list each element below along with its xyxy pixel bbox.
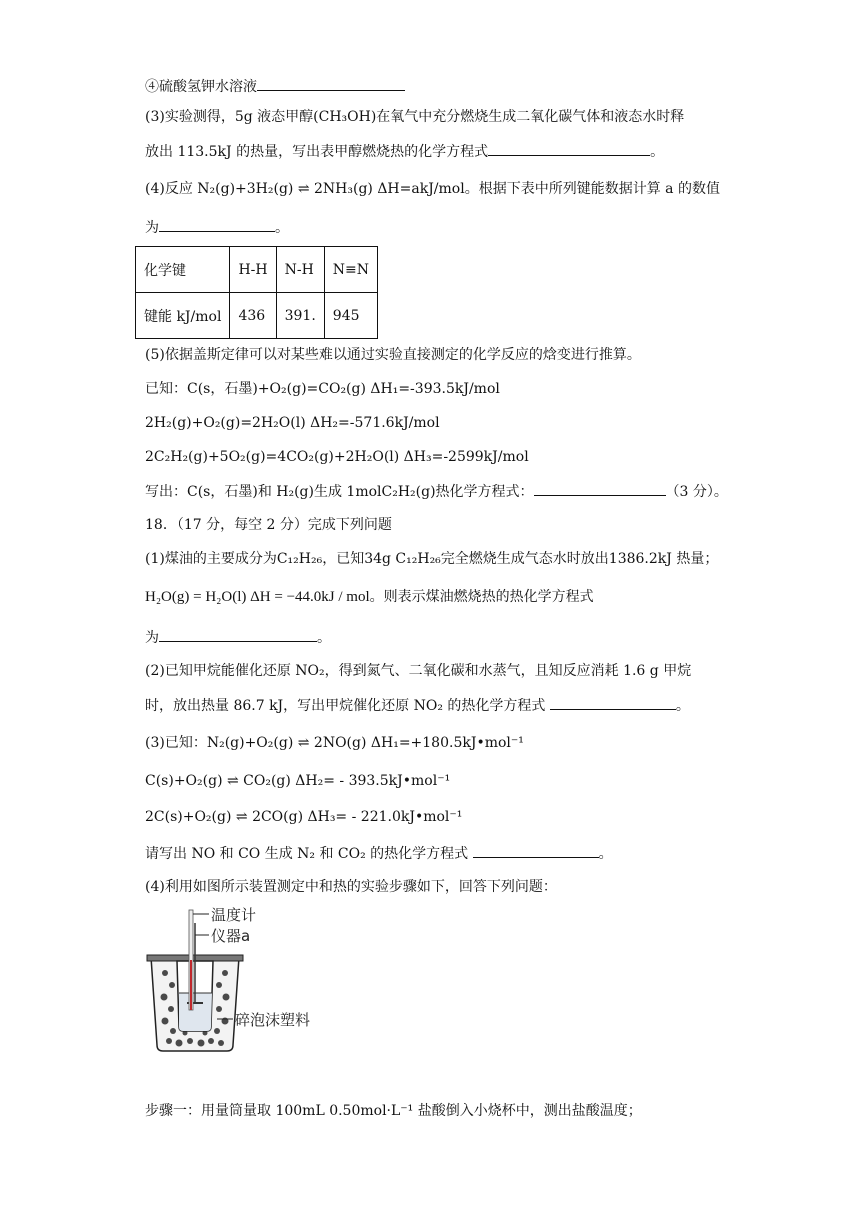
table-cell: 391. (276, 293, 324, 339)
q4-line2: 为 。 (145, 217, 289, 238)
q18-1-line2: H₂O(g) = H₂O(l) ΔH = −44.0kJ / mol。则表示煤油燃烧热的热化学方程式 (145, 589, 594, 605)
q5-line1: (5)依据盖斯定律可以对某些难以通过实验直接测定的化学反应的焓变进行推算。 (145, 347, 641, 363)
table-header-cell: H-H (230, 247, 276, 293)
answer-blank[interactable] (488, 141, 650, 156)
label-foam: 碎泡沫塑料 (235, 1011, 311, 1029)
q18-3-ask: 请写出 NO 和 CO 生成 N₂ 和 CO₂ 的热化学方程式 。 (145, 843, 613, 864)
q5-eq2: 2H₂(g)+O₂(g)=2H₂O(l) ΔH₂=-571.6kJ/mol (145, 415, 440, 431)
q18-2-line2: 时，放出热量 86.7 kJ，写出甲烷催化还原 NO₂ 的热化学方程式 。 (145, 695, 690, 716)
q4-line1: (4)反应 N₂(g)+3H₂(g) ⇌ 2NH₃(g) ΔH=akJ/mol。根据下表中所列键能数据计算 a 的数值 (145, 181, 720, 197)
q5-ask: 写出：C(s，石墨)和 H₂(g)生成 1molC₂H₂(g)热化学方程式： （3 分）。 (145, 481, 728, 502)
q3-line1: (3)实验测得，5g 液态甲醇(CH₃OH)在氧气中充分燃烧生成二氧化碳气体和液态水时释 (145, 109, 685, 125)
line-khso4: ④硫酸氢钾水溶液 (145, 76, 405, 97)
q18-3-eq1: (3)已知：N₂(g)+O₂(g) ⇌ 2NO(g) ΔH₁=+180.5kJ•mol⁻¹ (145, 735, 524, 751)
table-cell: 键能 kJ/mol (136, 293, 230, 339)
q5-eq3: 2C₂H₂(g)+5O₂(g)=4CO₂(g)+2H₂O(l) ΔH₃=-2599kJ/mol (145, 449, 529, 465)
q18-3-eq3: 2C(s)+O₂(g) ⇌ 2CO(g) ΔH₃= - 221.0kJ•mol⁻¹ (145, 809, 463, 825)
q18-2-line1: (2)已知甲烷能催化还原 NO₂，得到氮气、二氧化碳和水蒸气，且知反应消耗 1.6 g 甲烷 (145, 663, 692, 679)
bond-energy-table (135, 246, 378, 339)
q3-line2: 放出 113.5kJ 的热量，写出表甲醇燃烧热的化学方程式 。 (145, 141, 664, 162)
q18-3-eq2: C(s)+O₂(g) ⇌ CO₂(g) ΔH₂= - 393.5kJ•mol⁻¹ (145, 773, 451, 789)
answer-blank[interactable] (159, 217, 275, 232)
q18-1-line3: 为 。 (145, 627, 331, 648)
calorimeter-diagram (145, 905, 345, 1055)
answer-blank[interactable] (534, 481, 666, 496)
answer-blank[interactable] (257, 76, 405, 91)
table-header-cell: N-H (276, 247, 324, 293)
table-row (136, 247, 378, 293)
q18-1-line1: (1)煤油的主要成分为C₁₂H₂₆，已知34g C₁₂H₂₆完全燃烧生成气态水时放出1386.2kJ 热量； (145, 551, 719, 567)
label-thermometer: 温度计 (211, 906, 257, 924)
table-header-cell: 化学键 (136, 247, 230, 293)
table-cell: 945 (324, 293, 377, 339)
table-row (136, 293, 378, 339)
table-header-cell: N≡N (324, 247, 377, 293)
q18-heading: 18．（17 分，每空 2 分）完成下列问题 (145, 517, 392, 533)
label-instrument-a: 仪器a (211, 927, 251, 945)
answer-blank[interactable] (550, 695, 676, 710)
answer-blank[interactable] (159, 627, 317, 642)
math-equation: H₂O(g) = H₂O(l) ΔH = −44.0kJ / mol (145, 589, 370, 605)
table-cell: 436 (230, 293, 276, 339)
q18-4-line: (4)利用如图所示装置测定中和热的实验步骤如下，回答下列问题： (145, 879, 557, 895)
step-one: 步骤一：用量筒量取 100mL 0.50mol·L⁻¹ 盐酸倒入小烧杯中，测出盐酸温度； (145, 1103, 642, 1119)
answer-blank[interactable] (473, 843, 599, 858)
q5-eq1: 已知：C(s，石墨)+O₂(g)=CO₂(g) ΔH₁=-393.5kJ/mol (145, 381, 500, 397)
